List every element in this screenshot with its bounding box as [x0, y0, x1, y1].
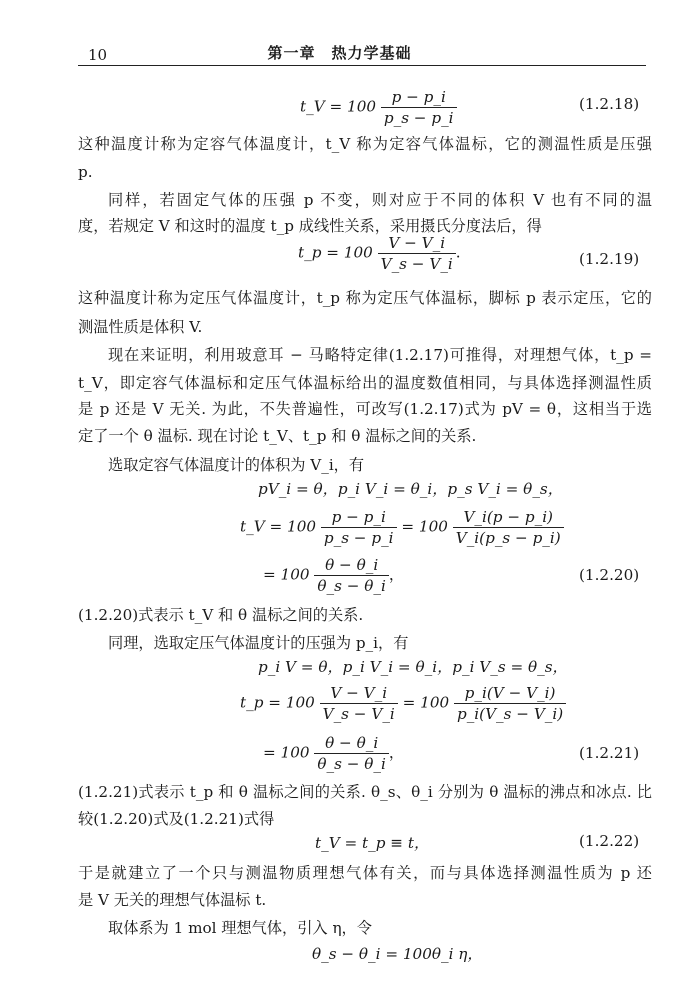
text-line: 同理，选取定压气体温度计的压强为 p_i，有: [108, 634, 409, 652]
equation-number: (1.2.21): [579, 744, 640, 762]
numerator: p − p_i: [321, 508, 397, 528]
eq-tail: .: [455, 243, 461, 262]
text-line: 定了一个 θ 温标. 现在讨论 t_V、t_p 和 θ 温标之间的关系.: [78, 427, 477, 445]
text-line: 度，若规定 V 和这时的温度 t_p 成线性关系，采用摄氏分度法后，得: [78, 217, 542, 235]
denominator: θ_s − θ_i: [317, 755, 386, 773]
equation-1-2-22: t_V = t_p ≡ t，: [315, 834, 430, 852]
header-rule: [78, 65, 646, 66]
text-line: p.: [78, 163, 93, 181]
numerator: V − V_i: [378, 234, 456, 254]
fraction: [453, 508, 564, 547]
equation-1-2-20-line-b: [240, 508, 564, 547]
numerator: θ − θ_i: [314, 734, 389, 754]
eq-tail: ，: [388, 565, 405, 584]
numerator: p − p_i: [381, 88, 457, 108]
equation-number: (1.2.22): [579, 832, 640, 850]
page-header: [0, 0, 679, 70]
denominator: V_i(p_s − p_i): [455, 529, 561, 547]
text-line: 现在来证明，利用玻意耳 − 马略特定律(1.2.17)可推得，对理想气体，t_p =: [108, 346, 652, 364]
numerator: p_i(V − V_i): [454, 684, 566, 704]
text-line: 选取定容气体温度计的体积为 V_i，有: [108, 456, 365, 474]
text-line: 取体系为 1 mol 理想气体，引入 η，令: [108, 919, 372, 937]
equation-1-2-20-line-a: pV_i = θ，p_i V_i = θ_i，p_s V_i = θ_s，: [258, 480, 563, 498]
eq-lhs: t_V = 100: [240, 517, 317, 536]
chapter-title: 第一章 热力学基础: [267, 44, 412, 62]
eq-lhs: t_V = 100: [300, 97, 377, 116]
numerator: V_i(p − p_i): [453, 508, 564, 528]
fraction: [314, 556, 389, 595]
text-line: t_V，即定容气体温标和定压气体温标给出的温度数值相同，与具体选择测温性质: [78, 374, 652, 392]
denominator: p_s − p_i: [383, 109, 454, 127]
text-line: 是 p 还是 V 无关. 为此，不失普遍性，可改写(1.2.17)式为 pV = θ，这相当于选: [78, 400, 652, 418]
equation-1-2-21-line-b: [240, 684, 566, 723]
eq-mid: = 100: [402, 693, 450, 712]
fraction: [314, 734, 389, 773]
text-line: 于是就建立了一个只与测温物质理想气体有关，而与具体选择测温性质为 p 还: [78, 864, 652, 882]
eq-tail: ，: [388, 743, 405, 762]
eq-lhs: = 100: [263, 565, 310, 584]
denominator: p_i(V_s − V_i): [456, 705, 564, 723]
text-line: (1.2.21)式表示 t_p 和 θ 温标之间的关系. θ_s、θ_i 分别为 θ 温标的沸点和冰点. 比: [78, 783, 652, 801]
equation-number: (1.2.18): [579, 95, 640, 113]
text-line: 同样，若固定气体的压强 p 不变，则对应于不同的体积 V 也有不同的温: [108, 191, 652, 209]
equation-number: (1.2.20): [579, 566, 640, 584]
page-number: 10: [88, 46, 108, 64]
equation-1-2-21-line-a: p_i V = θ，p_i V_i = θ_i，p_i V_s = θ_s，: [258, 658, 568, 676]
fraction: [321, 508, 397, 547]
equation-1-2-19: [298, 234, 461, 273]
text-line: 是 V 无关的理想气体温标 t.: [78, 891, 267, 909]
eq-lhs: t_p = 100: [240, 693, 315, 712]
fraction: [381, 88, 457, 127]
equation-last: θ_s − θ_i = 100θ_i η，: [312, 945, 483, 963]
fraction: [454, 684, 566, 723]
text-line: 这种温度计称为定容气体温度计，t_V 称为定容气体温标，它的测温性质是压强: [78, 135, 652, 153]
denominator: p_s − p_i: [323, 529, 394, 547]
text-line: (1.2.20)式表示 t_V 和 θ 温标之间的关系.: [78, 606, 364, 624]
equation-1-2-18: [300, 88, 457, 127]
fraction: [378, 234, 456, 273]
equation-1-2-20-line-c: [263, 556, 404, 595]
text-line: 测温性质是体积 V.: [78, 318, 203, 336]
equation-number: (1.2.19): [579, 250, 640, 268]
denominator: V_s − V_i: [380, 255, 453, 273]
eq-mid: = 100: [401, 517, 448, 536]
eq-lhs: t_p = 100: [298, 243, 373, 262]
denominator: V_s − V_i: [322, 705, 395, 723]
numerator: V − V_i: [320, 684, 398, 704]
numerator: θ − θ_i: [314, 556, 389, 576]
equation-1-2-21-line-c: [263, 734, 404, 773]
text-line: 较(1.2.20)式及(1.2.21)式得: [78, 810, 275, 828]
denominator: θ_s − θ_i: [317, 577, 386, 595]
eq-lhs: = 100: [263, 743, 310, 762]
text-line: 这种温度计称为定压气体温度计，t_p 称为定压气体温标，脚标 p 表示定压，它的: [78, 289, 652, 307]
fraction: [320, 684, 398, 723]
